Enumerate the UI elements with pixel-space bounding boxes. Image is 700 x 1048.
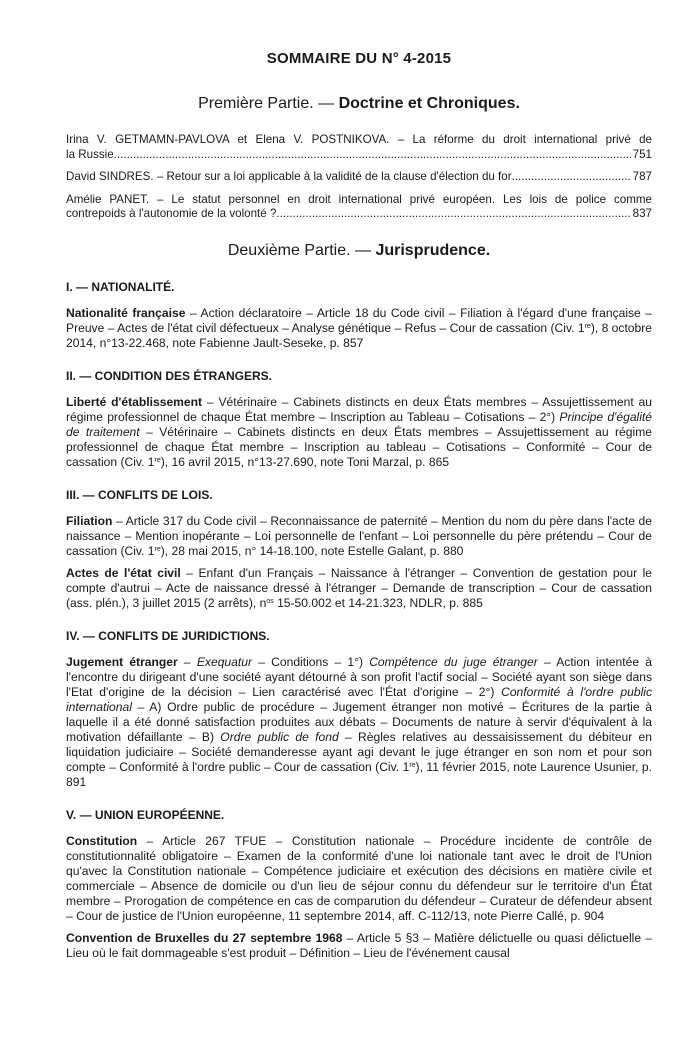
case-entry: Actes de l'état civil – Enfant d'un Français – Naissance à l'étranger – Convention de gestation pour le compte d'autrui – Acte de naissance dressé à l'étranger – Demande de transcription – Cour de cassation (ass. plén.), 3 juillet 2015 (2 arrêts), $n^{os}$ 15-50.002 et 14-21.323, NDLR, p. 885	[66, 565, 652, 610]
section-heading: I. — NATIONALITÉ.	[66, 279, 175, 294]
toc-leader	[114, 148, 631, 163]
page-title: SOMMAIRE DU N° 4-2015	[266, 50, 452, 67]
part-one-heading	[66, 95, 652, 113]
case-entry: Liberté d'établissement – Vétérinaire – Cabinets distincts en deux États membres – Assujettissement au régime professionnel de chaque État membre – Inscription au Tableau – Cotisations – 2°) Principe d'égalité de traitement – Vétérinaire – Cabinets distincts en deux États membres – Assujettissement au régime professionnel de chaque État membre – Inscription au tableau – Cotisations – Conformité – Cour de cassation (Civ. 1re), 16 avril 2015, n°13-27.690, note Toni Marzal, p. 865	[66, 394, 652, 469]
entry-keyword: Constitution	[66, 833, 138, 848]
section-heading: III. — CONFLITS DE LOIS.	[66, 487, 213, 502]
part-one-prefix: Première Partie. —	[198, 95, 339, 112]
toc-leader	[512, 170, 631, 185]
section-heading: V. — UNION EUROPÉENNE.	[66, 807, 225, 822]
case-entry: Convention de Bruxelles du 27 septembre 1968 – Article 5 §3 – Matière délictuelle ou quasi délictuelle – Lieu où le fait dommageable s'est produit – Définition – Lieu de l'événement causal	[66, 930, 653, 960]
part-two-heading	[66, 242, 652, 260]
toc-page-number: 837	[632, 207, 652, 220]
entry-keyword: Jugement étranger	[66, 654, 178, 669]
part-one-title: Doctrine et Chroniques.	[338, 95, 520, 112]
toc-line: la Russie	[66, 147, 114, 161]
toc-page-number: 787	[632, 170, 652, 183]
toc-item	[66, 133, 652, 162]
toc-item	[66, 193, 652, 222]
case-entry: Filiation – Article 317 du Code civil – Reconnaissance de paternité – Mention du nom du père dans l'acte de naissance – Mention inopérante – Loi personnelle de l'enfant – Loi personnelle du père prétendu – Cour de cassation (Civ. 1re), 28 mai 2015, n° 14-18.100, note Estelle Galant, p. 880	[66, 513, 652, 558]
toc-item	[66, 170, 652, 185]
case-entry: Nationalité française – Action déclaratoire – Article 18 du Code civil – Filiation à l'égard d'une française – Preuve – Actes de l'état civil défectueux – Analyse génétique – Refus – Cour de cassation (Civ. 1re), 8 octobre 2014, n°13-22.468, note Fabienne Jault-Seseke, p. 857	[66, 305, 653, 350]
toc-line: contrepoids à l'autonomie de la volonté ?	[66, 207, 277, 220]
case-entry: Constitution – Article 267 TFUE – Constitution nationale – Procédure incidente de contrôle de constitutionnalité obligatoire – Examen de la conformité d'une loi nationale tant avec le droit de l'Union qu'avec la Constitution nationale – Compétence judiciaire et exécution des décisions en matière civile et commerciale – Absence de domicile ou d'un lieu de séjour connu du défendeur sur le territoire d'un État membre – Prorogation de compétence en cas de comparution du défendeur – Curateur de défendeur absent – Cour de justice de l'Union européenne, 11 septembre 2014, aff. C-112/13, note Pierre Callé, p. 904	[66, 833, 652, 923]
toc-leader	[276, 207, 630, 222]
document-page	[66, 50, 652, 968]
toc-line: Irina V. GETMAMN-PAVLOVA et Elena V. POSTNIKOVA. – La réforme du droit international privé de	[66, 133, 652, 146]
entry-keyword: Nationalité française	[66, 305, 186, 320]
part-two-title: Jurisprudence.	[375, 241, 491, 259]
entry-keyword: Filiation	[66, 513, 113, 528]
entry-keyword: Actes de l'état civil	[66, 565, 181, 580]
toc-line: David SINDRES. – Retour sur a loi applicable à la validité de la clause d'élection du for	[66, 170, 512, 183]
section-heading: IV. — CONFLITS DE JURIDICTIONS.	[66, 628, 270, 643]
section-heading: II. — CONDITION DES ÉTRANGERS.	[66, 368, 273, 383]
case-entry: Jugement étranger – Exequatur – Conditions – 1°) Compétence du juge étranger – Action intentée à l'encontre du dirigeant d'une société ayant détourné à son profit l'actif social – Société ayant son siège dans l'Etat d'origine de la décision – Lien caractérisé avec l'État d'origine – 2°) Conformité à l'ordre public international – A) Ordre public de procédure – Jugement étranger non motivé – Écritures de la partie à laquelle il a été donné satisfaction produites aux débats – Documents de nature à servir d'équivalent à la motivation défaillante – B) Ordre public de fond – Règles relatives au dessaisissement du débiteur en liquidation judiciaire – Société demanderesse ayant agi devant le juge étranger en son nom et pour son compte – Conformité à l'ordre public – Cour de cassation (Civ. 1re), 11 février 2015, note Laurence Usunier, p. 891	[66, 654, 653, 789]
toc-line: Amélie PANET. – Le statut personnel en droit international privé européen. Les lois de police comme	[66, 192, 652, 206]
part-two-prefix: Deuxième Partie. —	[227, 241, 376, 259]
entry-keyword: Convention de Bruxelles du 27 septembre 1968	[66, 930, 343, 945]
toc-page-number: 751	[632, 147, 652, 161]
entry-keyword: Liberté d'établissement	[66, 394, 203, 409]
